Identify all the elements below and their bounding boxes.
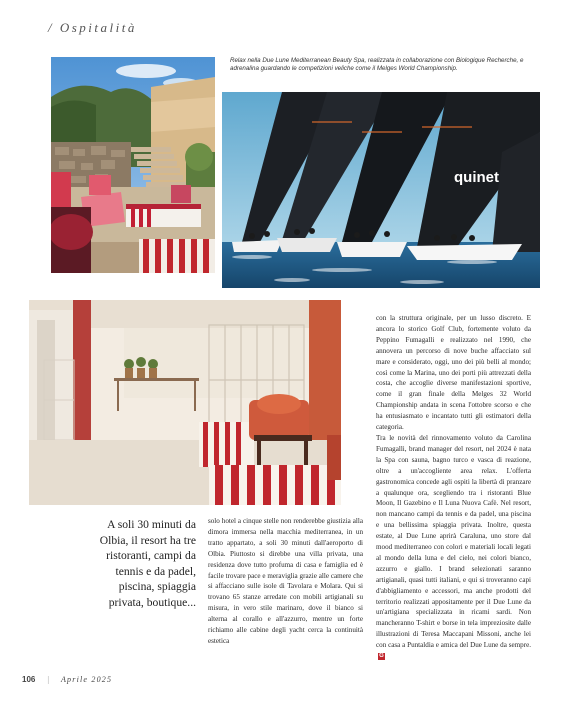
section-label: / Ospitalità (48, 20, 137, 35)
body-paragraph: solo hotel a cinque stelle non renderebbe giustizia alla dimora immersa nella macchia mediterranea, in un tratto appartato, a soli 30 minuti dall'aeroporto di Olbia. Piuttosto si direbbe una villa privata, una residenza dove tutto profuma di casa e famiglia ed è facile trovare pace e meraviglia grazie alle camere che si affacciano sulle isole di Tavolara e Molara. Qui si trovano 65 stanze arredate con mobili artigianali su misura, in vero stile marinaro, dove il bianco si alterna al corallo e all'azzurro, mentre un forte richiamo alle cabine degli yacht cerca la continuità estetica (208, 517, 363, 645)
garden-terrace-photo (51, 57, 215, 273)
folio-separator: | (47, 675, 49, 684)
pull-quote: A soli 30 minuti da Olbia, il resort ha tre ristoranti, campi da tennis e da padel, piscina, spiaggia privata, boutique... (99, 518, 196, 609)
photo-caption: Relax nella Due Lune Mediterranean Beauty Spa, realizzata in collaborazione con Biologique Recherche, e adrenalina guardando le competizioni veliche come il Melges World Championship. (230, 57, 524, 73)
body-column-right (376, 313, 531, 662)
sailing-regatta-photo (222, 92, 540, 288)
page-folio (22, 675, 112, 684)
body-paragraph: con la struttura originale, per un lusso discreto. E ancora lo storico Golf Club, fortemente voluto da Peppino Fumagalli e realizzato nel 1990, che annovera un percorso di nove buche affacciato sul mare e considerato, oggi, uno dei più belli al mondo; così come la Marina, uno dei porti più attrezzati della costa, che accoglie diverse manifestazioni sportive, come il gran finale della Melges 32 World Championship andata in scena l'ottobre scorso e che ha entusiasmato e incantato tutti gli estimatori della categoria. (376, 314, 531, 432)
body-column-left (208, 516, 363, 647)
page-number: 106 (22, 675, 36, 684)
issue-date: Aprile 2025 (60, 675, 113, 684)
end-of-article-mark: G (379, 652, 384, 659)
spa-interior-photo (29, 300, 341, 505)
sail-sponsor-logo: quinet (454, 169, 499, 186)
body-paragraph: Tra le novità del rinnovamento voluto da Carolina Fumagalli, brand manager del resort, nel 2024 è nata la Spa con sauna, bagno turco e vasca di reazione, oltre a un'accogliente area relax. L'offerta gastronomica concede agli ospiti la libertà di pranzare a qualunque ora, scegliendo tra i ristoranti Blue Moon, Il Gazebino e Il Luna Nuova Cafè. Nel resort, non mancano campi da tennis e da padel, una piscina e una bellissima spiaggia privata. Inoltre, questa estate, al Due Lune aprirà Caraluna, uno store dal mood mediterraneo con colori e materiali locali legati al mondo della luna e del cielo, nei colori bianco, azzurro e giallo. I brand selezionati saranno artigianali, quasi tutti italiani, e qui si troveranno capi d'abbigliamento e accessori, ma anche prodotti del territorio realizzati appositamente per il Due Lune da un'artigiana specializzata in ricami sardi. Non mancheranno T-shirt e borse in tela impreziosite dalle illustrazioni di Teresa Maccapani Missoni, anche lei con casa a Puntaldia e amica del Due Lune da sempre.G (376, 433, 531, 659)
